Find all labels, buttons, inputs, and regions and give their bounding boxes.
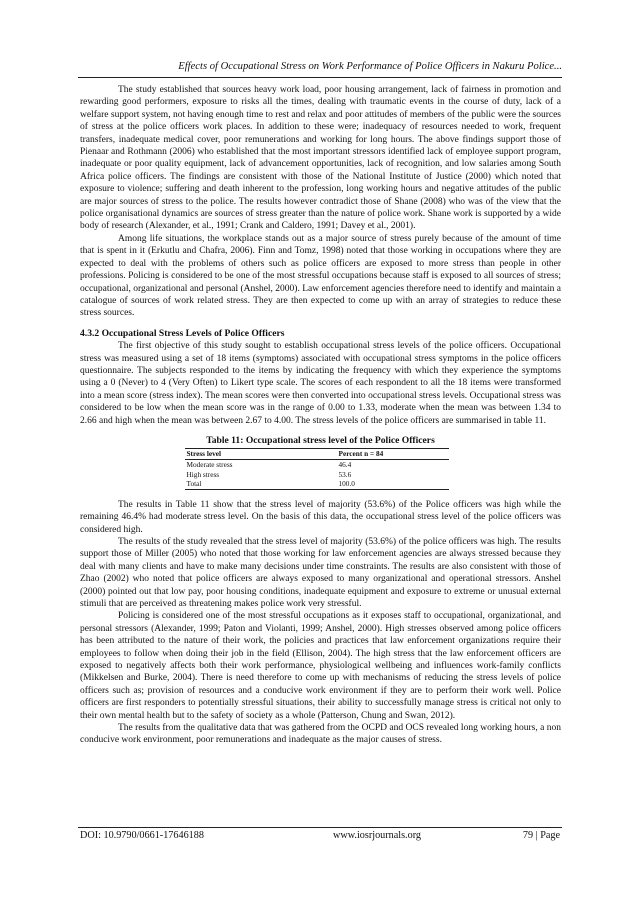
table-header-row <box>185 449 449 460</box>
paragraph: The results in Table 11 show that the stress level of majority (53.6%) of the Police officers was high while the remaining 46.4% had moderate stress level. On the basis of this data, the occupational stress level of the police officers was considered high. <box>80 499 561 535</box>
table-block <box>80 435 561 490</box>
table-cell: High stress <box>186 469 220 479</box>
paragraph: The first objective of this study sought to establish occupational stress levels of the police officers. Occupational stress was measured using a set of 18 items (symptoms) associated with occupational stress symptoms in the police officers questionnaire. The subjects responded to the items by indicating the frequency with which they experience the symptoms using a 0 (Never) to 4 (Very Often) to Likert type scale. The scores of each respondent to all the 18 items were transformed into a mean score (stress index). The mean scores were then converted into occupational stress levels. Occupational stress was considered to be low when the mean score was in the range of 0.00 to 1.33, moderate when the mean was between 1.34 to 2.66 and high when the mean was between 2.67 to 4.00. The stress levels of the police officers are summarised in table 11. <box>80 341 561 426</box>
article-body <box>80 84 561 747</box>
table-row <box>185 470 449 480</box>
table-row <box>185 459 449 469</box>
header-rule <box>78 77 562 78</box>
table-cell: Moderate stress <box>186 459 233 469</box>
table-cell: 100.0 <box>337 479 449 489</box>
paragraph: The results from the qualitative data that was gathered from the OCPD and OCS revealed long working hours, a non conducive work environment, poor remunerations and inadequate as the major causes of stress. <box>80 723 561 746</box>
paragraph: Policing is considered one of the most stressful occupations as it exposes staff to occupational, organizational, and personal stressors (Alexander, 1999; Paton and Violanti, 1999; Anshel, 2000). High stresses observed among police officers has been attributed to the nature of their work, the policies and practices that law enforcement organizations require their employees to follow when doing their job in the field (Ellison, 2004). The high stress that the law enforcement officers are exposed to negatively affects both their work performance, physiological wellbeing and influences work-family conflicts (Mikkelsen and Burke, 2004). There is need therefore to come up with mechanisms of reducing the stress levels of police officers such as; provision of resources and a conducive work environment if they are to perform their work well. Police officers are first responders to potentially stressful situations, their ability to successfully manage stress is critical not only to their own mental health but to the safety of society as a whole (Patterson, Chung and Swan, 2012). <box>80 611 561 721</box>
table-header-cell: Percent n = 84 <box>337 449 449 460</box>
table-cell: 53.6 <box>338 469 352 479</box>
table-cell: 46.4 <box>338 459 352 469</box>
table-title: Table 11: Occupational stress level of the Police Officers <box>206 434 435 446</box>
table-header-cell: Stress level <box>185 449 337 460</box>
table-row <box>185 479 449 489</box>
paragraph: The results of the study revealed that the stress level of majority (53.6%) of the police officers was high. The results support those of Miller (2005) who noted that those working for law enforcement agencies are always stressed because they deal with many clients and have to make many decisions under time constraints. The results are also consistent with those of Zhao (2002) who noted that police officers are always exposed to many organizational and operational stressors. Anshel (2000) pointed out that low pay, poor housing conditions, inadequate equipment and exposure to extreme or unusual external stimuli that are perceived as threatening makes police work very stressful. <box>80 536 561 609</box>
footer-doi: DOI: 10.9790/0661-17646188 <box>80 830 204 841</box>
footer-rule <box>78 827 562 828</box>
footer-website: www.iosrjournals.org <box>333 830 422 841</box>
footer-page-number: 79 | Page <box>522 830 560 841</box>
section-heading: 4.3.2 Occupational Stress Levels of Police Officers <box>80 327 285 339</box>
stress-level-table <box>185 448 449 489</box>
paragraph: Among life situations, the workplace stands out as a major source of stress purely because of the amount of time that is spent in it (Erkutlu and Chafra, 2006). Finn and Tomz, 1998) noted that those working in occupations where they are expected to deal with the problems of others such as police officers are exposed to more stress than people in other professions. Policing is considered to be one of the most stressful occupations because staff is exposed to all sources of stress; occupational, organizational and personal (Anshel, 2000). Law enforcement agencies therefore need to identify and maintain a catalogue of sources of work related stress. They are then expected to come up with an array of strategies to reduce these stress sources. <box>80 233 561 319</box>
paragraph: The study established that sources heavy work load, poor housing arrangement, lack of fairness in promotion and rewarding good performers, exposure to risks all the times, dealing with traumatic events in the course of duty, lack of a welfare support system, not having enough time to rest and relax and poor attitudes of members of the public were the sources of stress at the police officers work places. In addition to these were; inadequacy of resources needed to work, frequent transfers, inadequate medical cover, poor remunerations and working for long hours. The above findings support those of Pienaar and Rothmann (2006) who established that the most important stressors identified lack of employee support program, inadequate or poor quality equipment, lack of advancement opportunities, lack of recognition, and low salaries among South Africa police officers. The findings are consistent with those of the National Institute of Justice (2000) which noted that exposure to violence; suffering and death inherent to the profession, long working hours and negative attitudes of the public are major sources of stress to the police. The results however contradict those of Shane (2008) who was of the view that the police organisational dynamics are sources of stress greater than the nature of police work. Shane work is supported by a wide body of research (Alexander, et al., 1991; Crank and Caldero, 1991; Davey et al., 2001). <box>80 85 561 232</box>
running-header: Effects of Occupational Stress on Work Performance of Police Officers in Nakuru Police... <box>178 61 562 72</box>
table-cell: Total <box>185 479 337 489</box>
